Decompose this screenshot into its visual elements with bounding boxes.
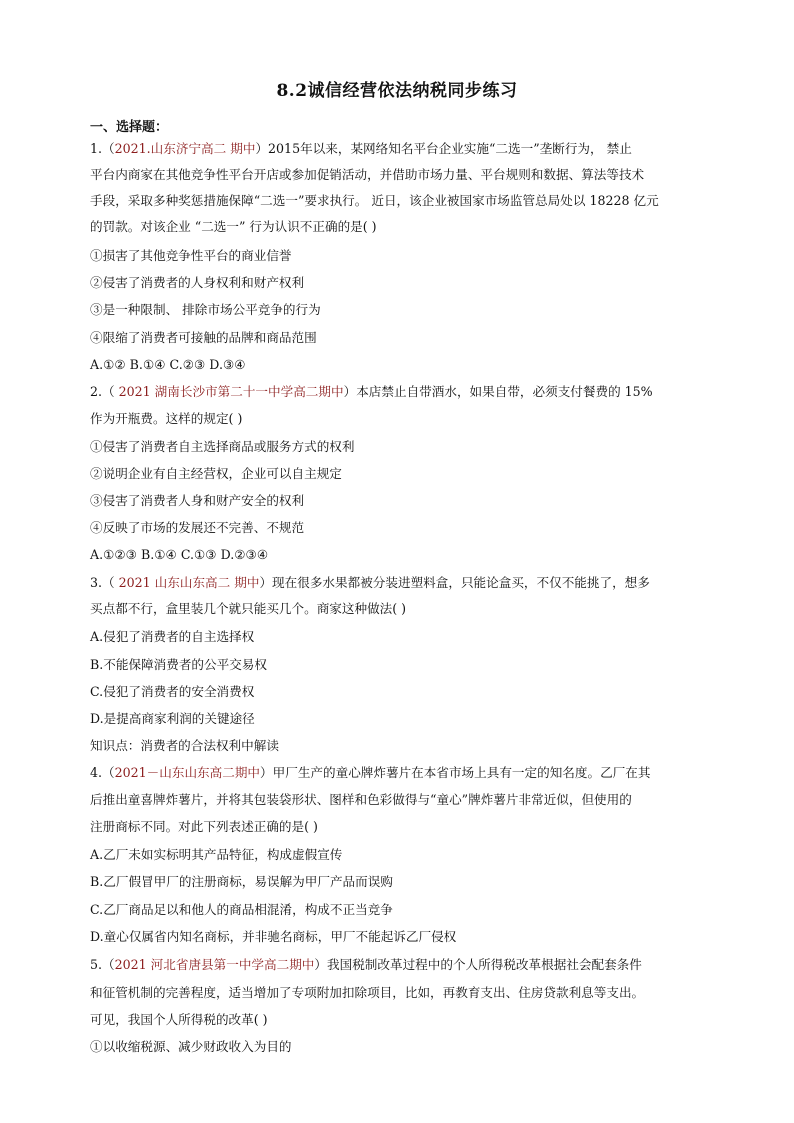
q2-option-2: ②说明企业有自主经营权，企业可以自主规定 — [90, 466, 342, 481]
q4-line-1: 4.（2021－山东山东高二期中）甲厂生产的童心牌炸薯片在本省市场上具有一定的知名度。乙厂在其 — [90, 765, 651, 780]
q4-option-d: D.童心仅属省内知名商标，并非驰名商标，甲厂不能起诉乙厂侵权 — [90, 929, 457, 944]
q1-answers: A.①② B.①④ C.②③ D.③④ — [90, 357, 246, 372]
q2-option-1: ①侵害了消费者自主选择商品或服务方式的权利 — [90, 439, 355, 454]
q5-option-1: ①以收缩税源、减少财政收入为目的 — [90, 1039, 292, 1054]
q1-option-3: ③是一种限制、 排除市场公平竞争的行为 — [90, 302, 321, 317]
q4-line-3: 注册商标不同。对此下列表述正确的是( ) — [90, 819, 318, 834]
q1-line-4: 的罚款。对该企业 “二选一” 行为认识不正确的是( ) — [90, 219, 377, 234]
q4-option-c: C.乙厂商品足以和他人的商品相混淆，构成不正当竞争 — [90, 902, 393, 917]
q1-option-4: ④限缩了消费者可接触的品牌和商品范围 — [90, 330, 317, 345]
q3-note: 知识点：消费者的合法权利中解读 — [90, 738, 279, 753]
q2-line-2: 作为开瓶费。这样的规定( ) — [90, 411, 243, 426]
q5-line-3: 可见，我国个人所得税的改革( ) — [90, 1012, 268, 1027]
q5-line-2: 和征管机制的完善程度，适当增加了专项附加扣除项目，比如，再教育支出、住房贷款利息等支出。 — [90, 985, 645, 1000]
q4-source: 2021－山东山东高二期中 — [114, 765, 261, 780]
q1-option-2: ②侵害了消费者的人身权利和财产权利 — [90, 275, 305, 290]
q3-option-b: B.不能保障消费者的公平交易权 — [90, 657, 267, 672]
q3-option-d: D.是提高商家利润的关键途径 — [90, 711, 255, 726]
page-title: 8.2诚信经营依法纳税同步练习 — [276, 81, 518, 101]
q3-option-a: A.侵犯了消费者的自主选择权 — [90, 629, 255, 644]
q5-line-1: 5.（2021 河北省唐县第一中学高二期中）我国税制改革过程中的个人所得税改革根据社会配套条件 — [90, 957, 642, 972]
section-heading: 一、选择题： — [90, 120, 169, 135]
q1-line-2: 平台内商家在其他竞争性平台开店或参加促销活动，并借助市场力量、平台规则和数据、算法等技术 — [90, 167, 645, 182]
q2-option-3: ③侵害了消费者人身和财产安全的权利 — [90, 493, 305, 508]
q3-option-c: C.侵犯了消费者的安全消费权 — [90, 684, 255, 699]
q1-option-1: ①损害了其他竞争性平台的商业信誉 — [90, 248, 292, 263]
q4-option-a: A.乙厂未如实标明其产品特征，构成虚假宣传 — [90, 847, 343, 862]
q4-line-2: 后推出童喜牌炸薯片，并将其包装袋形状、图样和色彩做得与“童心”牌炸薯片非常近似，但使用的 — [90, 792, 632, 807]
q3-source: 2021 山东山东高二 期中 — [118, 575, 260, 590]
q4-option-b: B.乙厂假冒甲厂的注册商标，易误解为甲厂产品而误购 — [90, 874, 393, 889]
q2-line-1: 2.（ 2021 湖南长沙市第二十一中学高二期中）本店禁止自带酒水，如果自带，必须支付餐费的 15% — [90, 384, 653, 399]
q2-option-4: ④反映了市场的发展还不完善、不规范 — [90, 520, 305, 535]
q3-line-2: 买点都不行，盒里装几个就只能买几个。商家这种做法( ) — [90, 601, 407, 616]
q1-source: 2021.山东济宁高二 期中 — [114, 141, 256, 156]
q5-source: 2021 河北省唐县第一中学高二期中 — [114, 957, 315, 972]
q3-line-1: 3.（ 2021 山东山东高二 期中）现在很多水果都被分装进塑料盒，只能论盒买，不仅不能挑了，想多 — [90, 575, 650, 590]
q1-line-3: 手段，采取多种奖惩措施保障“二选一”要求执行。 近日，该企业被国家市场监管总局处以 18228 亿元 — [90, 193, 659, 208]
q2-source: 2021 湖南长沙市第二十一中学高二期中 — [118, 384, 344, 399]
q2-answers: A.①②③ B.①④ C.①③ D.②③④ — [90, 547, 269, 562]
q1-line-1: 1.（2021.山东济宁高二 期中）2015年以来，某网络知名平台企业实施“二选一”垄断行为， 禁止 — [90, 141, 632, 156]
